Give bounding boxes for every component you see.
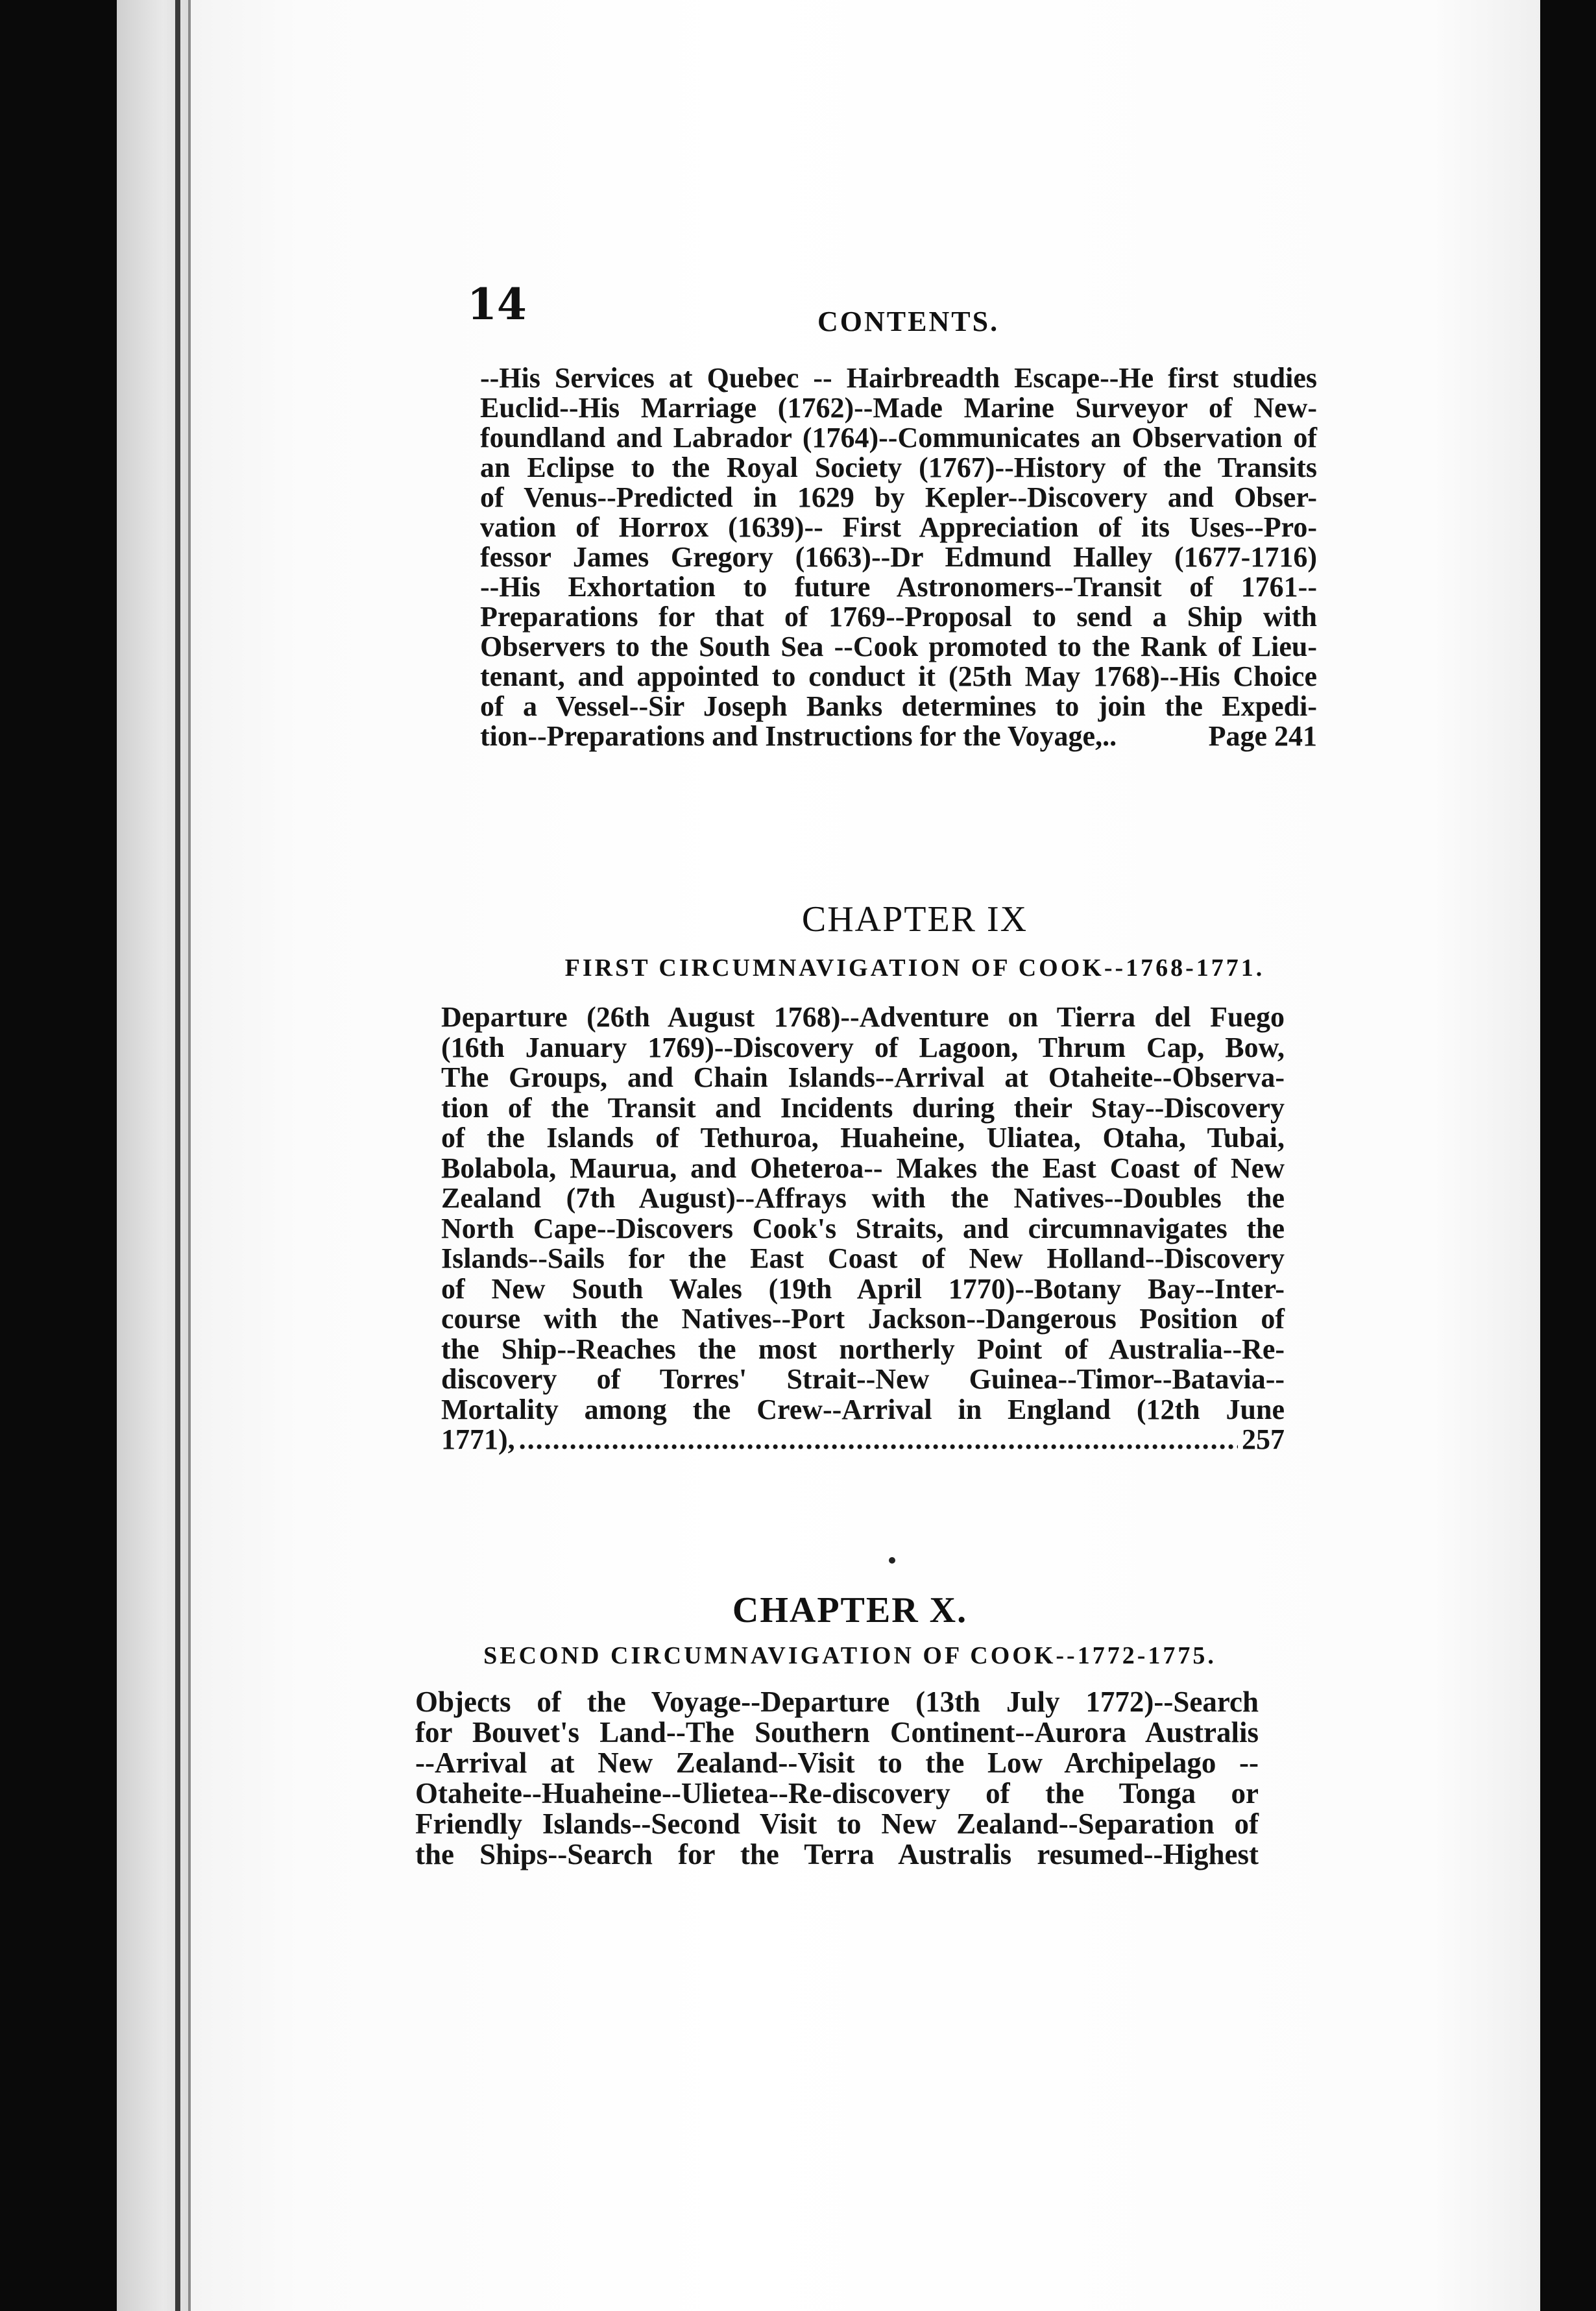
page-reference: Page 241 bbox=[1208, 720, 1317, 752]
summary-last-line-text: tion--Preparations and Instructions for the Voyage,.. bbox=[480, 720, 1117, 752]
summary-line: of a Vessel--Sir Joseph Banks determines to join the Expedi- bbox=[480, 690, 1317, 722]
chapter-x-title: CHAPTER X. bbox=[732, 1590, 968, 1630]
summary-line: Preparations for that of 1769--Proposal to send a Ship with bbox=[480, 601, 1317, 633]
chapter-x-subtitle: SECOND CIRCUMNAVIGATION OF COOK--1772-1775. bbox=[483, 1642, 1216, 1669]
summary-line: of the Islands of Tethuroa, Huaheine, Uliatea, Otaha, Tubai, bbox=[441, 1122, 1285, 1154]
summary-last-line bbox=[441, 1425, 1285, 1455]
dot-leader bbox=[519, 1425, 1238, 1455]
book-spine bbox=[175, 0, 180, 2311]
summary-line: vation of Horrox (1639)-- First Appreciation of its Uses--Pro- bbox=[480, 511, 1317, 543]
summary-line: Objects of the Voyage--Departure (13th July 1772)--Search bbox=[415, 1686, 1259, 1718]
summary-line: Observers to the South Sea --Cook promoted to the Rank of Lieu- bbox=[480, 631, 1317, 662]
summary-line: of Venus--Predicted in 1629 by Kepler--Discovery and Obser- bbox=[480, 481, 1317, 513]
summary-line: The Groups, and Chain Islands--Arrival at Otaheite--Observa- bbox=[441, 1061, 1285, 1093]
summary-line: tion of the Transit and Incidents during their Stay--Discovery bbox=[441, 1091, 1285, 1124]
chapter-ix-summary bbox=[441, 1002, 1285, 1455]
summary-last-line bbox=[480, 721, 1317, 751]
summary-line: for Bouvet's Land--The Southern Continent--Aurora Australis bbox=[415, 1716, 1259, 1748]
chapter-ix-subtitle: FIRST CIRCUMNAVIGATION OF COOK--1768-1771. bbox=[564, 954, 1265, 982]
summary-line: Otaheite--Huaheine--Ulietea--Re-discovery of the Tonga or bbox=[415, 1777, 1259, 1809]
summary-line: Departure (26th August 1768)--Adventure on Tierra del Fuego bbox=[441, 1001, 1285, 1033]
summary-line: tenant, and appointed to conduct it (25th May 1768)--His Choice bbox=[480, 660, 1317, 692]
summary-line: Euclid--His Marriage (1762)--Made Marine Surveyor of New- bbox=[480, 392, 1317, 424]
summary-line: the Ships--Search for the Terra Australis resumed--Highest bbox=[415, 1838, 1259, 1870]
summary-line: (16th January 1769)--Discovery of Lagoon, Thrum Cap, Bow, bbox=[441, 1031, 1285, 1063]
summary-line: Mortality among the Crew--Arrival in England (12th June bbox=[441, 1393, 1285, 1425]
summary-line: Zealand (7th August)--Affrays with the Natives--Doubles the bbox=[441, 1182, 1285, 1214]
summary-line: foundland and Labrador (1764)--Communicates an Observation of bbox=[480, 422, 1317, 454]
summary-line: course with the Natives--Port Jackson--Dangerous Position of bbox=[441, 1303, 1285, 1335]
previous-page-edge bbox=[117, 0, 195, 2311]
page-reference: 257 bbox=[1242, 1423, 1285, 1455]
summary-line: discovery of Torres' Strait--New Guinea--Timor--Batavia-- bbox=[441, 1363, 1285, 1395]
summary-line: Islands--Sails for the East Coast of New Holland--Discovery bbox=[441, 1242, 1285, 1274]
chapter-ix-title: CHAPTER IX bbox=[801, 899, 1028, 939]
summary-line: Bolabola, Maurua, and Oheteroa-- Makes the East Coast of New bbox=[441, 1152, 1285, 1184]
summary-line: the Ship--Reaches the most northerly Point of Australia--Re- bbox=[441, 1333, 1285, 1365]
summary-last-line-text: 1771), bbox=[441, 1423, 515, 1455]
summary-line: --His Exhortation to future Astronomers--Transit of 1761-- bbox=[480, 571, 1317, 603]
chapter-x-summary bbox=[415, 1687, 1259, 1870]
summary-line: --His Services at Quebec -- Hairbreadth Escape--He first studies bbox=[480, 362, 1317, 394]
summary-line: of New South Wales (19th April 1770)--Botany Bay--Inter- bbox=[441, 1272, 1285, 1305]
page-number: 14 bbox=[467, 279, 527, 330]
summary-line: North Cape--Discovers Cook's Straits, and circumnavigates the bbox=[441, 1212, 1285, 1244]
summary-line: an Eclipse to the Royal Society (1767)--History of the Transits bbox=[480, 452, 1317, 483]
summary-line: Friendly Islands--Second Visit to New Zealand--Separation of bbox=[415, 1808, 1259, 1840]
summary-line: fessor James Gregory (1663)--Dr Edmund Halley (1677-1716) bbox=[480, 541, 1317, 573]
ink-dot bbox=[889, 1557, 895, 1564]
summary-line: --Arrival at New Zealand--Visit to the Low Archipelago -- bbox=[415, 1747, 1259, 1779]
section-viii-summary bbox=[480, 363, 1317, 751]
running-head: CONTENTS. bbox=[817, 306, 1000, 337]
